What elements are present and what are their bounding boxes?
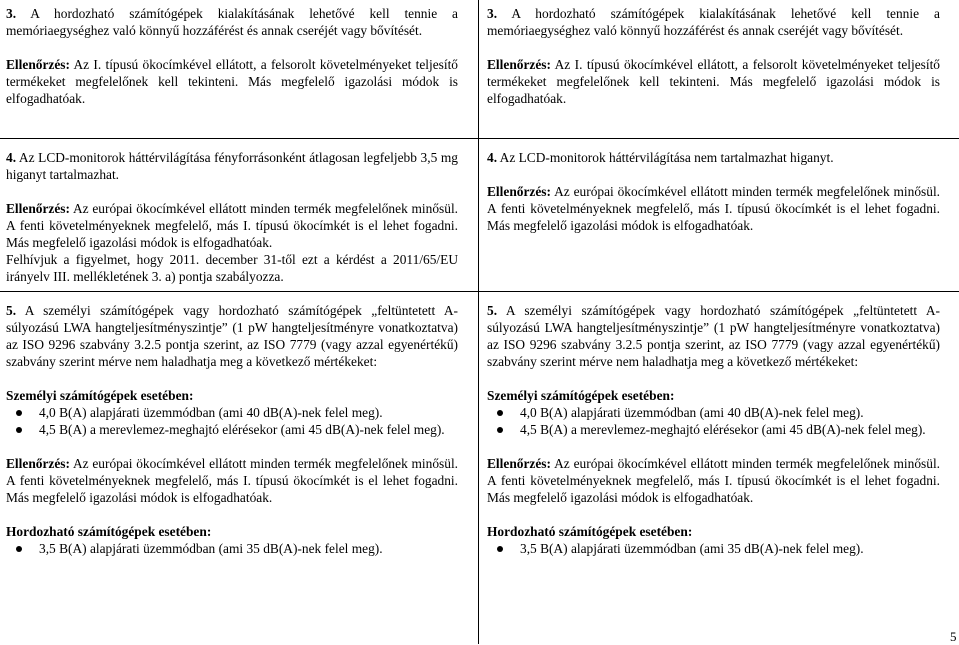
list-item: 3,5 B(A) alapjárati üzemmódban (ami 35 dB(A)-nek felel meg). bbox=[487, 540, 940, 557]
item-number: 5. bbox=[6, 303, 17, 318]
list-item: 4,5 B(A) a merevlemez-meghajtó elérésekor (ami 45 dB(A)-nek felel meg). bbox=[6, 421, 458, 438]
note-text: Felhívjuk a figyelmet, hogy 2011. december 31-től ezt a kérdést a 2011/65/EU irányelv III. mellékletének 3. a) pontja szabályozza. bbox=[6, 252, 458, 284]
item-number: 3. bbox=[6, 6, 17, 21]
page-number: 5 bbox=[950, 629, 957, 644]
portable-heading: Hordozható számítógépek esetében: bbox=[487, 524, 693, 539]
personal-bullet-list bbox=[487, 404, 940, 438]
list-item: 4,0 B(A) alapjárati üzemmódban (ami 40 dB(A)-nek felel meg). bbox=[487, 404, 940, 421]
item-number: 4. bbox=[487, 150, 498, 165]
requirement-text: Az LCD-monitorok háttérvilágítása nem tartalmazhat higanyt. bbox=[499, 150, 834, 165]
portable-bullet-list bbox=[6, 540, 458, 557]
check-text: Az európai ökocímkével ellátott minden termék megfelelőnek minősül. A fenti követelményeknek megfelelő, más I. típusú ökocímkét is el lehet fogadni. Más megfelelő igazolási módok is elfogadhatóak. bbox=[6, 201, 459, 250]
requirement-text: Az LCD-monitorok háttérvilágítása fényforrásonként átlagosan legfeljebb 3,5 mg higanyt tartalmazhat. bbox=[6, 150, 459, 182]
check-text: Az I. típusú ökocímkével ellátott, a felsorolt követelményeket teljesítő termékeket megfelelőnek kell tekinteni. Más megfelelő igazolási módok is elfogadhatóak. bbox=[6, 57, 458, 106]
left-item-3 bbox=[0, 5, 464, 107]
personal-heading: Személyi számítógépek esetében: bbox=[487, 388, 675, 403]
requirement-text: A személyi számítógépek vagy hordozható számítógépek „feltüntetett A-súlyozású LWA hangteljesítményszintje” (1 pW hangteljesítményre vonatkoztatva) az ISO 9296 szabvány 3.2.5 pontja szerint, az ISO 7779 (vagy azzal egyenértékű) szabvány szerint mérve nem haladhatja meg a következő mértékeket: bbox=[487, 303, 941, 369]
check-label: Ellenőrzés: bbox=[6, 57, 70, 72]
portable-heading: Hordozható számítógépek esetében: bbox=[6, 524, 212, 539]
right-item-5 bbox=[484, 302, 954, 557]
check-text: Az európai ökocímkével ellátott minden termék megfelelőnek minősül. A fenti követelményeknek megfelelő, más I. típusú ökocímkét is el lehet fogadni. Más megfelelő igazolási módok is elfogadhatóak. bbox=[487, 456, 941, 505]
check-text: Az európai ökocímkével ellátott minden termék megfelelőnek minősül. A fenti követelményeknek megfelelő, más I. típusú ökocímkét is el lehet fogadni. Más megfelelő igazolási módok is elfogadhatóak. bbox=[487, 184, 941, 233]
personal-bullet-list bbox=[6, 404, 458, 438]
check-text: Az európai ökocímkével ellátott minden termék megfelelőnek minősül. A fenti követelményeknek megfelelő, más I. típusú ökocímkét is el lehet fogadni. Más megfelelő igazolási módok is elfogadhatóak. bbox=[6, 456, 459, 505]
right-item-4 bbox=[484, 149, 954, 234]
left-item-4 bbox=[0, 149, 464, 285]
check-text: Az I. típusú ökocímkével ellátott, a felsorolt követelményeket teljesítő termékeket megfelelőnek kell tekinteni. Más megfelelő igazolási módok is elfogadhatóak. bbox=[487, 57, 940, 106]
portable-bullet-list bbox=[487, 540, 940, 557]
item-number: 5. bbox=[487, 303, 498, 318]
row-divider bbox=[0, 291, 959, 292]
requirement-text: A személyi számítógépek vagy hordozható számítógépek „feltüntetett A-súlyozású LWA hangteljesítményszintje” (1 pW hangteljesítményre vonatkoztatva) az ISO 9296 szabvány 3.2.5 pontja szerint, az ISO 7779 (vagy azzal egyenértékű) szabvány szerint mérve nem haladhatja meg a következő mértékeket: bbox=[6, 303, 459, 369]
row-divider bbox=[0, 138, 959, 139]
list-item: 4,0 B(A) alapjárati üzemmódban (ami 40 dB(A)-nek felel meg). bbox=[6, 404, 458, 421]
list-item: 3,5 B(A) alapjárati üzemmódban (ami 35 dB(A)-nek felel meg). bbox=[6, 540, 458, 557]
item-number: 4. bbox=[6, 150, 17, 165]
requirement-text: A hordozható számítógépek kialakításának lehetővé kell tennie a memóriaegységhez való könnyű hozzáférést és annak cseréjét vagy bővítését. bbox=[6, 6, 459, 38]
check-label: Ellenőrzés: bbox=[487, 456, 551, 471]
check-label: Ellenőrzés: bbox=[6, 456, 70, 471]
column-divider bbox=[478, 0, 479, 644]
check-label: Ellenőrzés: bbox=[487, 184, 551, 199]
right-item-3 bbox=[484, 5, 954, 107]
item-number: 3. bbox=[487, 6, 498, 21]
list-item: 4,5 B(A) a merevlemez-meghajtó elérésekor (ami 45 dB(A)-nek felel meg). bbox=[487, 421, 940, 438]
check-label: Ellenőrzés: bbox=[487, 57, 551, 72]
left-item-5 bbox=[0, 302, 464, 557]
check-label: Ellenőrzés: bbox=[6, 201, 70, 216]
requirement-text: A hordozható számítógépek kialakításának lehetővé kell tennie a memóriaegységhez való könnyű hozzáférést és annak cseréjét vagy bővítését. bbox=[487, 6, 941, 38]
personal-heading: Személyi számítógépek esetében: bbox=[6, 388, 194, 403]
